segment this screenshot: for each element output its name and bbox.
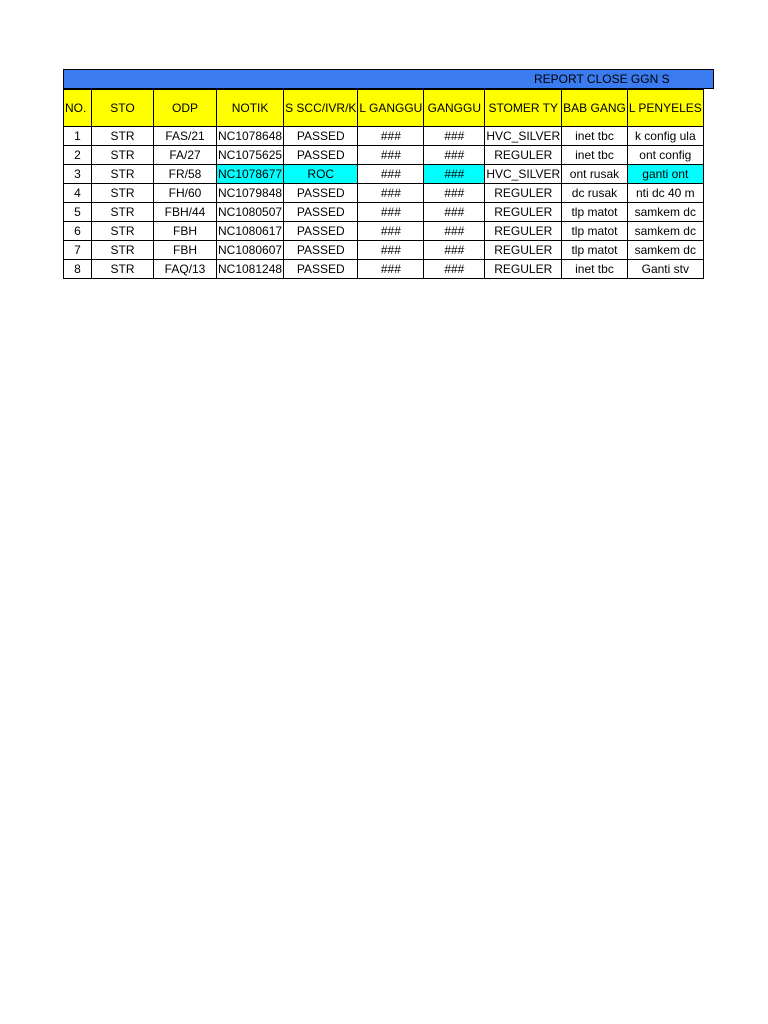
cell-penyebab[interactable]: tlp matot [562, 222, 628, 241]
cell-penyebab[interactable]: inet tbc [562, 260, 628, 279]
table-row [64, 222, 704, 241]
header-cell-penyebab-gangguan[interactable]: BAB GANG [562, 90, 628, 127]
cell-no[interactable]: 5 [64, 203, 92, 222]
cell-tgl-gangguan[interactable]: ### [358, 127, 424, 146]
cell-penyelesaian[interactable]: ont config [627, 146, 703, 165]
cell-sto[interactable]: STR [92, 241, 154, 260]
cell-customer-type[interactable]: REGULER [485, 222, 562, 241]
cell-penyebab[interactable]: dc rusak [562, 184, 628, 203]
cell-customer-type[interactable]: REGULER [485, 146, 562, 165]
cell-penyelesaian[interactable]: nti dc 40 m [627, 184, 703, 203]
cell-sto[interactable]: STR [92, 127, 154, 146]
cell-notik[interactable]: NC1080617 [217, 222, 284, 241]
header-cell-tgl-gangguan[interactable]: L GANGGU [358, 90, 424, 127]
cell-customer-type[interactable]: REGULER [485, 241, 562, 260]
cell-penyelesaian[interactable]: samkem dc [627, 222, 703, 241]
cell-odp[interactable]: FBH/44 [154, 203, 217, 222]
cell-odp[interactable]: FH/60 [154, 184, 217, 203]
header-cell-sto[interactable]: STO [92, 90, 154, 127]
header-cell-customer-type[interactable]: STOMER TY [485, 90, 562, 127]
cell-penyelesaian[interactable]: ganti ont [627, 165, 703, 184]
header-row [64, 90, 704, 127]
table-row [64, 146, 704, 165]
table-row [64, 184, 704, 203]
cell-odp[interactable]: FA/27 [154, 146, 217, 165]
cell-penyebab[interactable]: inet tbc [562, 127, 628, 146]
cell-customer-type[interactable]: REGULER [485, 203, 562, 222]
cell-penyelesaian[interactable]: samkem dc [627, 241, 703, 260]
cell-tgl-gangguan[interactable]: ### [358, 203, 424, 222]
table-row [64, 241, 704, 260]
cell-odp[interactable]: FBH [154, 222, 217, 241]
report-title: REPORT CLOSE GGN S [534, 72, 670, 86]
header-cell-penyelesaian[interactable]: L PENYELES [627, 90, 703, 127]
cell-penyelesaian[interactable]: Ganti stv [627, 260, 703, 279]
cell-tgl-gangguan[interactable]: ### [358, 165, 424, 184]
cell-sto[interactable]: STR [92, 203, 154, 222]
cell-odp[interactable]: FR/58 [154, 165, 217, 184]
cell-penyebab[interactable]: inet tbc [562, 146, 628, 165]
cell-sto[interactable]: STR [92, 184, 154, 203]
cell-sto[interactable]: STR [92, 146, 154, 165]
cell-tgl-gangguan[interactable]: ### [358, 146, 424, 165]
cell-odp[interactable]: FAS/21 [154, 127, 217, 146]
cell-scc-status[interactable]: ROC [284, 165, 358, 184]
cell-notik[interactable]: NC1078677 [217, 165, 284, 184]
cell-penyelesaian[interactable]: samkem dc [627, 203, 703, 222]
cell-sto[interactable]: STR [92, 222, 154, 241]
cell-scc-status[interactable]: PASSED [284, 127, 358, 146]
header-cell-odp[interactable]: ODP [154, 90, 217, 127]
cell-jam-gangguan[interactable]: ### [424, 222, 485, 241]
header-cell-notik[interactable]: NOTIK [217, 90, 284, 127]
cell-tgl-gangguan[interactable]: ### [358, 222, 424, 241]
cell-penyelesaian[interactable]: k config ula [627, 127, 703, 146]
cell-scc-status[interactable]: PASSED [284, 203, 358, 222]
cell-scc-status[interactable]: PASSED [284, 241, 358, 260]
table-row [64, 203, 704, 222]
cell-scc-status[interactable]: PASSED [284, 184, 358, 203]
cell-jam-gangguan[interactable]: ### [424, 165, 485, 184]
cell-jam-gangguan[interactable]: ### [424, 241, 485, 260]
cell-tgl-gangguan[interactable]: ### [358, 260, 424, 279]
cell-no[interactable]: 3 [64, 165, 92, 184]
cell-notik[interactable]: NC1075625 [217, 146, 284, 165]
cell-sto[interactable]: STR [92, 165, 154, 184]
cell-no[interactable]: 6 [64, 222, 92, 241]
cell-no[interactable]: 4 [64, 184, 92, 203]
cell-customer-type[interactable]: HVC_SILVER [485, 165, 562, 184]
cell-customer-type[interactable]: REGULER [485, 184, 562, 203]
cell-no[interactable]: 2 [64, 146, 92, 165]
cell-notik[interactable]: NC1080607 [217, 241, 284, 260]
table-row [64, 260, 704, 279]
table-row [64, 127, 704, 146]
cell-notik[interactable]: NC1081248 [217, 260, 284, 279]
report-title-bar [63, 69, 714, 89]
cell-jam-gangguan[interactable]: ### [424, 260, 485, 279]
cell-scc-status[interactable]: PASSED [284, 146, 358, 165]
cell-customer-type[interactable]: REGULER [485, 260, 562, 279]
cell-tgl-gangguan[interactable]: ### [358, 241, 424, 260]
cell-notik[interactable]: NC1079848 [217, 184, 284, 203]
header-cell-no[interactable]: NO. [64, 90, 92, 127]
cell-notik[interactable]: NC1080507 [217, 203, 284, 222]
cell-jam-gangguan[interactable]: ### [424, 146, 485, 165]
cell-customer-type[interactable]: HVC_SILVER [485, 127, 562, 146]
cell-penyebab[interactable]: ont rusak [562, 165, 628, 184]
header-cell-jam-gangguan[interactable]: GANGGU [424, 90, 485, 127]
cell-jam-gangguan[interactable]: ### [424, 127, 485, 146]
report-table [63, 89, 704, 279]
cell-no[interactable]: 7 [64, 241, 92, 260]
table-row [64, 165, 704, 184]
cell-jam-gangguan[interactable]: ### [424, 203, 485, 222]
cell-tgl-gangguan[interactable]: ### [358, 184, 424, 203]
cell-no[interactable]: 1 [64, 127, 92, 146]
cell-penyebab[interactable]: tlp matot [562, 203, 628, 222]
cell-penyebab[interactable]: tlp matot [562, 241, 628, 260]
cell-scc-status[interactable]: PASSED [284, 222, 358, 241]
cell-jam-gangguan[interactable]: ### [424, 184, 485, 203]
cell-no[interactable]: 8 [64, 260, 92, 279]
cell-scc-status[interactable]: PASSED [284, 260, 358, 279]
cell-odp[interactable]: FBH [154, 241, 217, 260]
cell-notik[interactable]: NC1078648 [217, 127, 284, 146]
cell-odp[interactable]: FAQ/13 [154, 260, 217, 279]
cell-sto[interactable]: STR [92, 260, 154, 279]
header-cell-scc-ivr[interactable]: S SCC/IVR/K [284, 90, 358, 127]
